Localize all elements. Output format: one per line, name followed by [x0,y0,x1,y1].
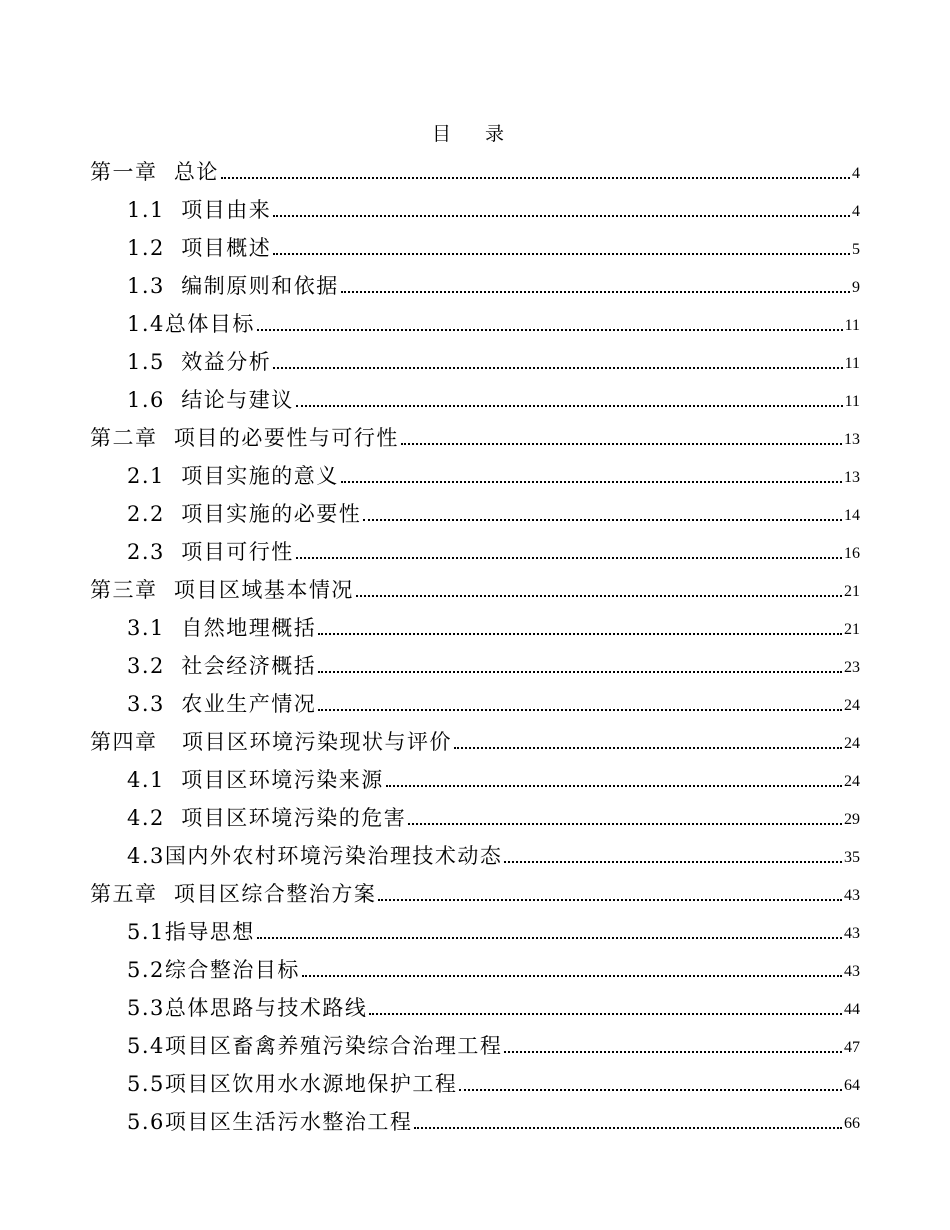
toc-page-number: 13 [844,431,860,448]
toc-section-1-1 [90,186,860,224]
toc-page-number: 13 [844,469,860,486]
toc-page-number: 9 [852,279,860,296]
toc-page-number: 4 [852,165,860,182]
toc-page-number: 23 [844,659,860,676]
toc-section-1-4 [90,300,860,338]
dot-leader [378,899,842,901]
dot-leader [369,1013,842,1015]
dot-leader [401,443,842,445]
toc-entry-text: 5.3总体思路与技术路线 [127,996,368,1020]
dot-leader [356,595,842,597]
dot-leader [408,823,842,825]
toc-entry-text: 第四章 项目区环境污染现状与评价 [90,730,453,754]
dot-leader [296,405,843,407]
toc-section-4-3 [90,832,860,870]
dot-leader [414,1127,842,1129]
toc-page-number: 21 [844,621,860,638]
toc-section-4-1 [90,756,860,794]
toc-entry-text: 3.2 社会经济概括 [127,654,317,678]
table-of-contents [90,148,860,1136]
toc-section-2-1 [90,452,860,490]
dot-leader [257,937,842,939]
toc-entry-text: 4.1 项目区环境污染来源 [127,768,384,792]
toc-page-number: 64 [844,1077,860,1094]
toc-entry-text: 1.1 项目由来 [127,198,272,222]
dot-leader [341,481,842,483]
toc-page-number: 11 [844,355,860,372]
toc-section-2-2 [90,490,860,528]
toc-section-1-2 [90,224,860,262]
toc-section-2-3 [90,528,860,566]
toc-entry-text: 第一章 总论 [90,160,219,184]
toc-entry-text: 5.5项目区饮用水水源地保护工程 [127,1072,458,1096]
toc-section-5-1 [90,908,860,946]
toc-chapter-2 [90,414,860,452]
toc-page-number: 21 [844,583,860,600]
dot-leader [257,329,843,331]
toc-section-5-4 [90,1022,860,1060]
toc-page-number: 43 [844,925,860,942]
toc-page-number: 66 [844,1115,860,1132]
dot-leader [273,367,842,369]
toc-section-5-3 [90,984,860,1022]
toc-section-3-1 [90,604,860,642]
toc-entry-text: 第二章 项目的必要性与可行性 [90,426,399,450]
toc-entry-text: 1.2 项目概述 [127,236,272,260]
toc-chapter-5 [90,870,860,908]
dot-leader [459,1089,842,1091]
toc-page-number: 35 [844,849,860,866]
toc-page-number: 44 [844,1001,860,1018]
toc-entry-text: 5.6项目区生活污水整治工程 [127,1110,413,1134]
toc-entry-text: 1.6 结论与建议 [127,388,294,412]
dot-leader [302,975,842,977]
toc-page-number: 16 [844,545,860,562]
toc-page-number: 5 [852,241,860,258]
toc-section-5-6 [90,1098,860,1136]
dot-leader [341,291,850,293]
dot-leader [273,253,850,255]
dot-leader [363,519,842,521]
toc-page-number: 43 [844,887,860,904]
toc-section-3-2 [90,642,860,680]
toc-section-5-2 [90,946,860,984]
dot-leader [318,709,842,711]
toc-entry-text: 2.1 项目实施的意义 [127,464,339,488]
toc-entry-text: 3.1 自然地理概括 [127,616,317,640]
toc-page-number: 24 [844,735,860,752]
toc-entry-text: 2.2 项目实施的必要性 [127,502,362,526]
toc-section-5-5 [90,1060,860,1098]
toc-entry-text: 第五章 项目区综合整治方案 [90,882,377,906]
toc-section-1-3 [90,262,860,300]
toc-entry-text: 4.2 项目区环境污染的危害 [127,806,407,830]
toc-entry-text: 5.1指导思想 [127,920,255,944]
dot-leader [318,671,842,673]
toc-entry-text: 5.4项目区畜禽养殖污染综合治理工程 [127,1034,503,1058]
toc-chapter-3 [90,566,860,604]
toc-page-number: 4 [852,203,860,220]
toc-entry-text: 2.3 项目可行性 [127,540,294,564]
dot-leader [296,557,842,559]
toc-entry-text: 1.3 编制原则和依据 [127,274,339,298]
toc-page-number: 11 [844,393,860,410]
toc-title: 目 录 [431,123,519,145]
toc-entry-text: 5.2综合整治目标 [127,958,300,982]
toc-section-4-2 [90,794,860,832]
dot-leader [318,633,842,635]
toc-chapter-4 [90,718,860,756]
toc-section-1-6 [90,376,860,414]
toc-entry-text: 4.3国内外农村环境污染治理技术动态 [127,844,503,868]
dot-leader [504,1051,842,1053]
dot-leader [504,861,842,863]
toc-page-number: 11 [844,317,860,334]
toc-page-number: 24 [844,773,860,790]
toc-entry-text: 1.5 效益分析 [127,350,272,374]
dot-leader [221,177,850,179]
toc-chapter-1 [90,148,860,186]
toc-section-3-3 [90,680,860,718]
toc-entry-text: 3.3 农业生产情况 [127,692,317,716]
toc-page-number: 29 [844,811,860,828]
toc-entry-text: 1.4总体目标 [127,312,255,336]
toc-section-1-5 [90,338,860,376]
toc-page-number: 47 [844,1039,860,1056]
toc-page-number: 43 [844,963,860,980]
toc-page-number: 24 [844,697,860,714]
dot-leader [273,215,850,217]
dot-leader [386,785,842,787]
toc-entry-text: 第三章 项目区域基本情况 [90,578,354,602]
toc-page-number: 14 [844,507,860,524]
dot-leader [454,747,842,749]
